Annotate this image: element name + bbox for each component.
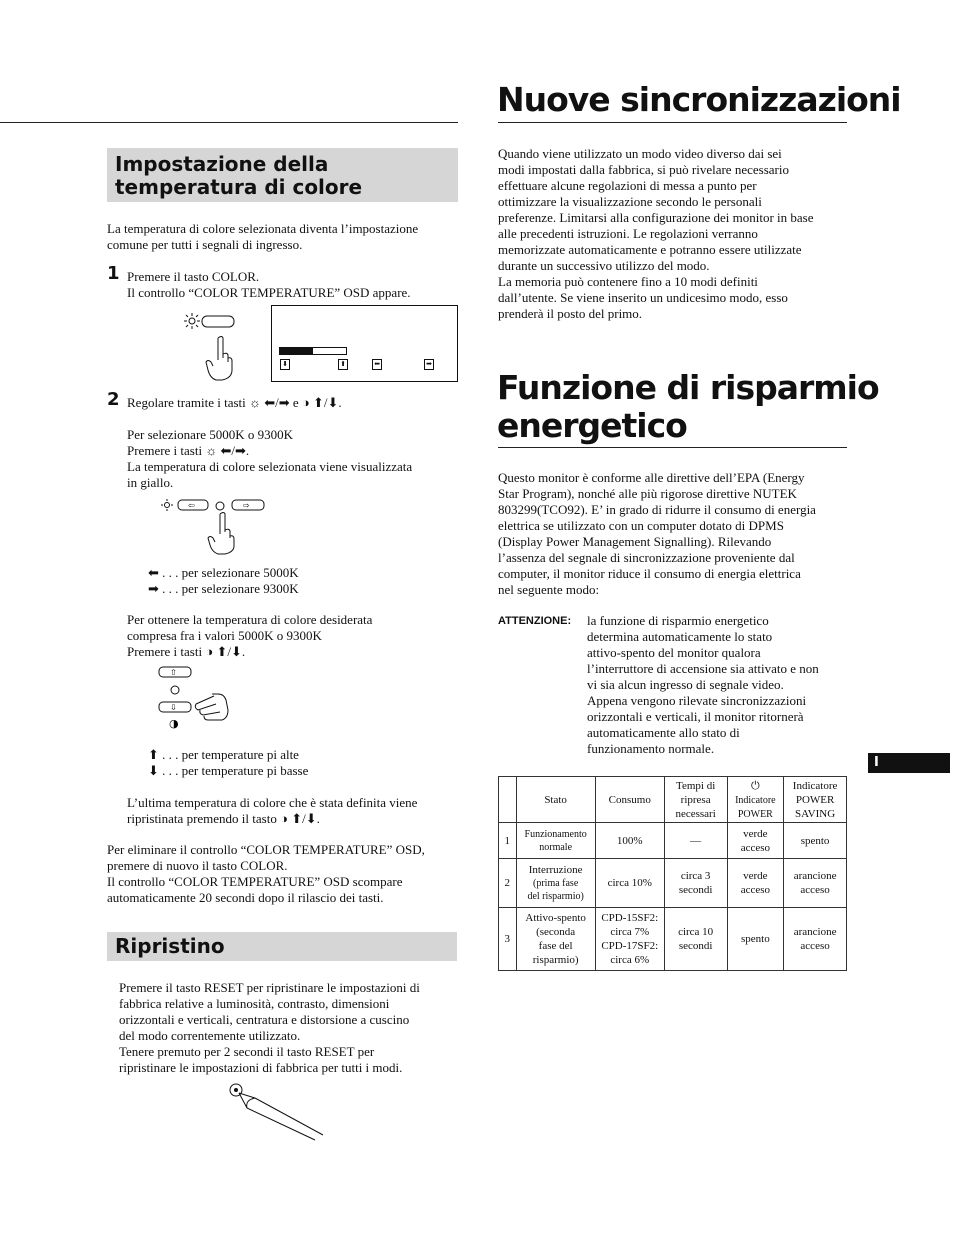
row-consumo	[595, 823, 664, 859]
sync-line: Quando viene utilizzato un modo video diverso dai sei	[498, 146, 782, 161]
eliminate-line: Il controllo “COLOR TEMPERATURE” OSD scompare	[107, 874, 403, 889]
sun-icon: ☼	[205, 443, 218, 458]
attention-line: determina automaticamente lo stato	[587, 629, 773, 644]
sun-icon	[161, 499, 173, 511]
attention-line: la funzione di risparmio energetico	[587, 613, 769, 628]
title-new-sync: Nuove sincronizzazioni	[497, 80, 901, 119]
contrast-icon: ◑	[169, 717, 179, 730]
table-header-cell: Tempi di ripresa necessari	[664, 777, 727, 823]
up-arrow-text: . . . per temperature pi alte	[162, 747, 299, 762]
sync-line: memorizzate automaticamente e potranno essere utilizzate	[498, 242, 802, 257]
section-title-reset	[107, 932, 457, 961]
power-states-table	[498, 776, 847, 971]
reset-line: fabbrica relative a luminosità, contrasto, dimensioni	[119, 996, 390, 1011]
row-stato	[516, 823, 595, 859]
attention-line: attivo-spento del monitor qualora	[587, 645, 761, 660]
sync-paragraph	[498, 146, 813, 322]
row-number: 3	[499, 908, 517, 971]
eliminate-line: Per eliminare il controllo “COLOR TEMPERATURE” OSD,	[107, 842, 425, 857]
cell-line: normale	[539, 841, 573, 853]
select-after-line: La temperatura di colore selezionata viene visualizzata	[127, 459, 413, 474]
cell-line: circa 3	[680, 870, 711, 882]
sync-line: prenderà il posto del primo.	[498, 306, 643, 321]
eliminate-paragraph	[107, 842, 425, 906]
step2-line	[127, 395, 342, 411]
cell-line: acceso	[740, 841, 770, 854]
cell-line: arancione	[793, 870, 837, 882]
language-tab-label: I	[874, 755, 879, 770]
step1-text	[127, 269, 411, 301]
color-button	[202, 316, 234, 327]
cell-line: 100%	[616, 834, 643, 847]
intro-line: comune per tutti i segnali di ingresso.	[107, 237, 303, 252]
row-power	[727, 859, 784, 908]
cell-line: del risparmio)	[527, 891, 584, 902]
title-energy-line: energetico	[497, 406, 687, 445]
title-energy-line: Funzione di risparmio	[497, 368, 879, 407]
between-paragraph	[127, 612, 372, 660]
title-new-sync-rule	[498, 122, 847, 123]
energy-line: (Display Power Management Signalling). Rilevando	[498, 534, 772, 549]
cell-line: spento	[800, 834, 830, 847]
step-number-2: 2	[107, 389, 120, 410]
row-tempi	[664, 908, 727, 971]
between-line: compresa fra i valori 5000K o 9300K	[127, 628, 322, 643]
cell-line: circa 10%	[607, 877, 652, 889]
osd-level-fill	[280, 348, 313, 354]
attention-line: vi sia alcun ingresso di segnale video.	[587, 677, 784, 692]
select-line: Per selezionare 5000K o 9300K	[127, 427, 294, 442]
table-header-row	[499, 777, 847, 823]
select-after-line: in giallo.	[127, 475, 174, 490]
between-press-text: Premere i tasti	[127, 644, 203, 659]
osd-up-icon: ⬆	[338, 359, 348, 370]
language-tab	[868, 753, 950, 773]
svg-text:⇦: ⇦	[188, 501, 195, 510]
osd-left-icon: ⬅	[372, 359, 382, 370]
energy-line: l’assenza del segnale di sincronizzazione proveniente dal	[498, 550, 795, 565]
cell-line: CPD-15SF2:	[601, 912, 659, 924]
sync-line: modi impostati dalla fabbrica, si può rivelare necessario	[498, 162, 789, 177]
energy-line: elettrica se utilizzato con un computer dotato di DPMS	[498, 518, 784, 533]
left-arrow-icon: ⬅	[148, 565, 159, 580]
row-stato	[516, 859, 595, 908]
attention-line: funzionamento normale.	[587, 741, 715, 756]
row-tempi	[664, 859, 727, 908]
intro-line: La temperatura di colore selezionata diventa l’impostazione	[107, 221, 419, 236]
select-press-line	[127, 443, 412, 459]
contrast-icon: ◑	[205, 644, 214, 659]
cell-line: verde	[743, 827, 768, 840]
reset-line: orizzontali e verticali, centratura e distorsione a cuscino	[119, 1012, 410, 1027]
cell-line: secondi	[678, 884, 713, 896]
center-dot	[171, 686, 179, 694]
row-consumo	[595, 908, 664, 971]
attention-label: ATTENZIONE:	[498, 615, 572, 627]
up-arrow-icon: ⬆	[148, 747, 159, 762]
step2-text-a: Regolare tramite i tasti	[127, 395, 246, 410]
cell-line: circa 6%	[610, 954, 650, 966]
power-icon: ⏻	[750, 778, 760, 792]
select-press-text: Premere i tasti	[127, 443, 203, 458]
row-saving	[784, 823, 847, 859]
up-down-arrows-icon: ⬆/⬇.	[312, 395, 342, 410]
between-line: Per ottenere la temperatura di colore desiderata	[127, 612, 373, 627]
energy-paragraph	[498, 470, 816, 598]
svg-text:⇧: ⇧	[170, 668, 177, 677]
power-header-text: Indicatore POWER	[735, 794, 776, 820]
reset-button-pen-illustration	[225, 1080, 330, 1142]
between-press-line	[127, 644, 372, 660]
right-arrow-icon: ➡	[148, 581, 159, 596]
table-header-cell: Stato	[516, 777, 595, 823]
pointing-hand-icon	[195, 694, 228, 720]
cell-line: acceso	[740, 884, 770, 896]
energy-line: nel seguente modo:	[498, 582, 600, 597]
table-header-cell	[499, 777, 517, 823]
center-dot	[216, 502, 224, 510]
table-row	[499, 908, 847, 971]
step1-line: Il controllo “COLOR TEMPERATURE” OSD appare.	[127, 285, 411, 300]
left-right-buttons-hand-illustration	[158, 496, 268, 556]
pen-icon	[239, 1093, 323, 1140]
osd-down-icon: ⬇	[280, 359, 290, 370]
sync-line: alle precedenti istruzioni. Le regolazioni verranno	[498, 226, 758, 241]
energy-line: Star Program), nonché alle più rigorose direttive NUTEK	[498, 486, 797, 501]
title-energy-rule	[498, 447, 847, 448]
attention-line: l’interruttore di accensione sia attivato e non	[587, 661, 819, 676]
row-consumo	[595, 859, 664, 908]
section-title-line: temperatura di colore	[115, 175, 363, 199]
cell-line: Attivo-spento	[525, 912, 586, 924]
osd-color-temperature-box	[271, 305, 458, 382]
energy-line: 803299(TCO92). E’ in grado di ridurre il consumo di energia	[498, 502, 816, 517]
cell-line: Funzionamento	[524, 828, 587, 840]
last-line-text: ripristinata premendo il tasto	[127, 811, 277, 826]
left-arrow-text: . . . per selezionare 5000K	[162, 565, 299, 580]
step1-line: Premere il tasto COLOR.	[127, 269, 260, 284]
cell-line: fase del	[538, 940, 573, 952]
contrast-icon: ◑	[301, 395, 310, 410]
row-saving	[784, 859, 847, 908]
cell-line: secondi	[678, 940, 713, 952]
table-row	[499, 859, 847, 908]
sync-line: dall’utente. Se viene inserito un undicesimo modo, esso	[498, 290, 788, 305]
last-line-2	[127, 811, 417, 827]
row-number: 1	[499, 823, 517, 859]
title-energy-saving	[497, 369, 879, 445]
arrow-legend-left-right	[148, 565, 299, 597]
select-paragraph	[127, 427, 412, 491]
row-number: 2	[499, 859, 517, 908]
row-power	[727, 908, 784, 971]
eliminate-line: automaticamente 20 secondi dopo il rilascio dei tasti.	[107, 890, 384, 905]
row-saving	[784, 908, 847, 971]
cell-line: verde	[743, 870, 768, 882]
section-title-line: Impostazione della	[115, 152, 329, 176]
left-right-arrows-icon: ⬅/➡	[264, 395, 290, 410]
reset-line: del modo correntemente utilizzato.	[119, 1028, 301, 1043]
cell-line: arancione	[793, 926, 837, 938]
cell-line: spento	[740, 933, 770, 945]
contrast-icon: ◑	[280, 811, 288, 826]
reset-line: Premere il tasto RESET per ripristinare le impostazioni di	[119, 980, 420, 995]
cell-line: Interruzione	[528, 864, 583, 876]
svg-text:⇩: ⇩	[170, 703, 177, 712]
reset-line: Tenere premuto per 2 secondi il tasto RESET per	[119, 1044, 375, 1059]
pointing-hand-icon	[206, 337, 232, 381]
osd-level-bar	[279, 347, 347, 355]
attention-line: automaticamente allo stato di	[587, 725, 740, 740]
left-top-rule	[0, 122, 458, 123]
color-button-hand-illustration	[180, 310, 240, 382]
eliminate-line: premere di nuovo il tasto COLOR.	[107, 858, 288, 873]
section-title-text: Ripristino	[115, 934, 225, 958]
up-down-buttons-hand-illustration	[156, 664, 236, 732]
pointing-hand-icon	[208, 513, 234, 555]
energy-line: computer, il monitor riduce il consumo di energia elettrica	[498, 566, 801, 581]
last-line: L’ultima temperatura di colore che è stata definita viene	[127, 795, 418, 810]
intro-paragraph	[107, 221, 418, 253]
table-header-cell-power	[727, 777, 784, 823]
up-down-arrows-icon: ⬆/⬇.	[291, 811, 320, 826]
table-row	[499, 823, 847, 859]
reset-paragraph	[119, 980, 420, 1076]
cell-line: risparmio)	[532, 954, 579, 966]
cell-line: circa 7%	[610, 926, 650, 938]
row-tempi	[664, 823, 727, 859]
osd-right-icon: ➡	[424, 359, 434, 370]
cell-line: (prima fase	[533, 878, 579, 889]
row-power	[727, 823, 784, 859]
last-temperature-paragraph	[127, 795, 417, 827]
attention-paragraph	[587, 613, 819, 757]
table-header-cell: Consumo	[595, 777, 664, 823]
sync-line: preferenze. Limitarsi alla configurazione dei monitor in base	[498, 210, 814, 225]
row-stato	[516, 908, 595, 971]
sun-icon: ☼	[249, 395, 261, 410]
arrow-legend-up-down	[148, 747, 308, 779]
down-arrow-icon: ⬇	[148, 763, 159, 778]
attention-line: Appena vengono rilevate sincronizzazioni	[587, 693, 807, 708]
step2-text-b: e	[292, 395, 299, 410]
cell-line: (seconda	[536, 926, 576, 938]
sun-icon	[184, 313, 200, 329]
cell-line: acceso	[800, 884, 830, 896]
section-title-color-temperature	[107, 148, 458, 202]
left-right-arrows-icon: ⬅/➡.	[220, 443, 250, 458]
attention-line: orizzontali e verticali, il monitor ritornerà	[587, 709, 804, 724]
sync-line: ottimizzare la visualizzazione secondo le personali	[498, 194, 762, 209]
cell-line: CPD-17SF2:	[601, 940, 659, 952]
right-arrow-text: . . . per selezionare 9300K	[162, 581, 299, 596]
table-header-cell: Indicatore POWER SAVING	[784, 777, 847, 823]
energy-line: Questo monitor è conforme alle direttive dell’EPA (Energy	[498, 470, 805, 485]
down-arrow-text: . . . per temperature pi basse	[162, 763, 309, 778]
sync-line: effettuare alcune regolazioni di messa a punto per	[498, 178, 757, 193]
cell-line: acceso	[800, 940, 830, 952]
step-number-1: 1	[107, 263, 120, 284]
cell-line: —	[690, 834, 702, 847]
svg-text:⇨: ⇨	[243, 501, 250, 510]
sync-line: durante un successivo utilizzo del modo.	[498, 258, 710, 273]
cell-line: circa 10	[678, 926, 714, 938]
sync-line: La memoria può contenere fino a 10 modi definiti	[498, 274, 758, 289]
up-down-arrows-icon: ⬆/⬇.	[216, 644, 246, 659]
reset-line: ripristinare le impostazioni di fabbrica per tutti i modi.	[119, 1060, 403, 1075]
